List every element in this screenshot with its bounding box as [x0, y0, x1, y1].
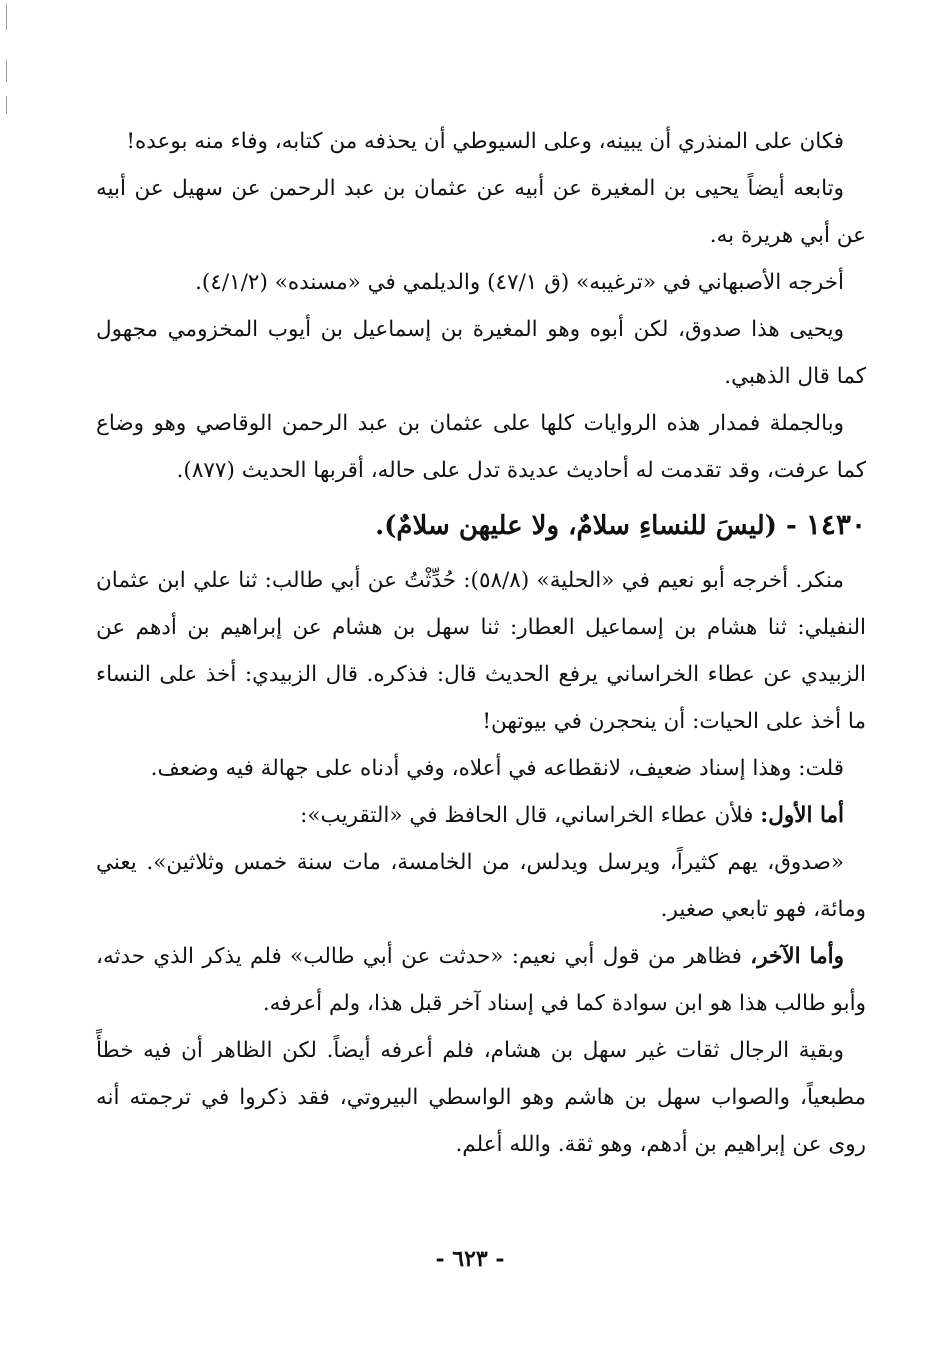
paragraph-sources: أخرجه الأصبهاني في «ترغيبه» (ق ٤٧/١) والديلمي في «مسنده» (٤/١/٢). — [195, 270, 844, 295]
page-number: - ٦٢٣ - — [435, 1246, 505, 1272]
paragraph-summary: وبالجملة فمدار هذه الروايات كلها على عثمان بن عبد الرحمن الوقاصي وهو وضاع كما عرفت، وقد تقدمت له أحاديث عديدة تدل على حاله، أقربها الحديث (٨٧٧). — [96, 411, 866, 483]
paragraph-narrator-note: ويحيى هذا صدوق، لكن أبوه وهو المغيرة بن إسماعيل بن أيوب المخزومي مجهول كما قال الذهبي. — [96, 317, 866, 389]
paragraph-taqrib-quote: «صدوق، يهم كثيراً، ويرسل ويدلس، من الخامسة، مات سنة خمس وثلاثين». يعني ومائة، فهو تابعي صغير. — [96, 850, 866, 922]
paragraph-remaining-narrators: وبقية الرجال ثقات غير سهل بن هشام، فلم أعرفه أيضاً. لكن الظاهر أن فيه خطأً مطبعياً، والصواب سهل بن هاشم وهو الواسطي البيروتي، فقد ذكروا في ترجمته أنه روى عن إبراهيم بن أدهم، وهو ثقة. والله أعلم. — [96, 1038, 866, 1157]
page-body — [96, 118, 866, 1168]
first-defect-label: أما الأول: — [760, 803, 844, 828]
paragraph-conclusion: فكان على المنذري أن يبينه، وعلى السيوطي أن يحذفه من كتابه، وفاء منه بوعده! — [126, 129, 844, 154]
hadith-heading — [96, 494, 866, 557]
paragraph-assessment: قلت: وهذا إسناد ضعيف، لانقطاعه في أعلاه، وفي أدناه على جهالة فيه وضعف. — [150, 756, 844, 781]
paragraph-first-defect — [96, 792, 866, 839]
paragraph-second-defect — [96, 933, 866, 1027]
second-defect-label: وأما الآخر، — [750, 944, 844, 969]
paragraph-corroboration: وتابعه أيضاً يحيى بن المغيرة عن أبيه عن عثمان بن عبد الرحمن عن سهيل عن أبيه عن أبي هريرة به. — [96, 176, 866, 248]
first-defect-text: فلأن عطاء الخراساني، قال الحافظ في «التقريب»: — [300, 803, 761, 828]
second-defect-text: فظاهر من قول أبي نعيم: «حدثت عن أبي طالب» فلم يذكر الذي حدثه، وأبو طالب هذا هو ابن سوادة كما في إسناد آخر قبل هذا، ولم أعرفه. — [96, 944, 866, 1016]
hadith-number: ١٤٣٠ — [805, 508, 866, 541]
scan-edge-marks — [0, 0, 16, 1360]
paragraph-takhrij: منكر. أخرجه أبو نعيم في «الحلية» (٥٨/٨): حُدِّثْتُ عن أبي طالب: ثنا علي ابن عثمان النفيلي: ثنا هشام بن إسماعيل العطار: ثنا سهل بن هشام عن إبراهيم بن أدهم عن الزبيدي عن عطاء الخراساني يرفع الحديث قال: فذكره. قال الزبيدي: أخذ على النساء ما أخذ على الحيات: أن ينحجرن في بيوتهن! — [96, 568, 866, 734]
hadith-title: - (ليسَ للنساءِ سلامٌ، ولا عليهن سلامٌ). — [375, 511, 797, 541]
